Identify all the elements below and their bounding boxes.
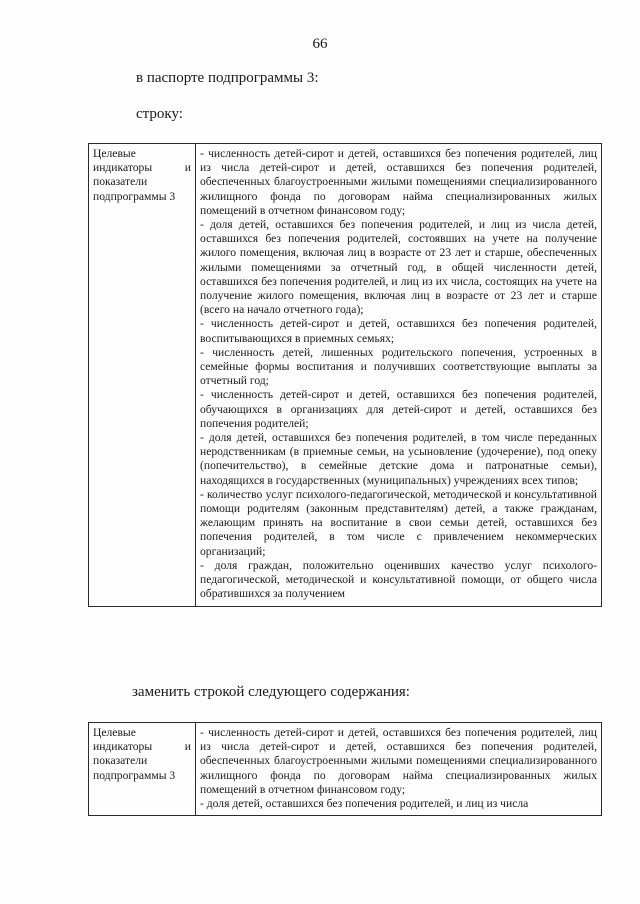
table-row: [89, 723, 602, 816]
table-current-row: [88, 143, 602, 607]
indicator-item: - численность детей-сирот и детей, оставшихся без попечения родителей, обучающихся в организациях для детей-сирот и детей, оставшихся без попечения родителей;: [200, 388, 597, 430]
label-line: Целевые: [93, 147, 136, 160]
indicator-item: - доля детей, оставшихся без попечения родителей, и лиц из числа: [200, 797, 529, 811]
indicator-item: - численность детей-сирот и детей, оставшихся без попечения родителей, лиц из числа детей-сирот и детей, оставшихся без попечения родителей, обеспеченных благоустроенными жилыми помещениями специализированного жилищного фонда по договорам найма специализированных жилых помещений в отчетном финансовом году;: [200, 726, 597, 796]
label-line: подпрограммы 3: [93, 189, 176, 203]
label-line: показатели: [93, 754, 148, 768]
indicator-item: - доля детей, оставшихся без попечения родителей, и лиц из числа детей, оставшихся без попечения родителей, состоявших на учете на получение жилого помещения, включая лиц в возрасте от 23 лет и старше, обеспеченных жилыми помещениями за отчетный год, в общей численности детей, оставшихся без попечения родителей, и лиц из их числа, состоящих на учете на получение жилого помещения, включая лиц в возрасте от 23 лет и старше (всего на начало отчетного года);: [200, 218, 597, 317]
label-line: и: [184, 740, 191, 754]
indicators-cell: [196, 723, 602, 816]
indicator-item: - доля граждан, положительно оценивших качество услуг психолого-педагогической, методической и консультативной помощи, от общего числа обратившихся за получением: [200, 558, 597, 601]
replace-line: заменить строкой следующего содержания:: [132, 684, 410, 700]
indicators-cell: [196, 144, 602, 607]
label-line: и: [184, 161, 191, 175]
intro-line-row: строку:: [136, 106, 183, 122]
label-line: подпрограммы 3: [93, 768, 176, 782]
indicator-item: - численность детей-сирот и детей, оставшихся без попечения родителей, воспитывающихся в приемных семьях;: [200, 317, 597, 345]
label-line: Целевые: [93, 726, 136, 739]
indicator-item: - численность детей, лишенных родительского попечения, устроенных в семейные формы воспитания и получивших соответствующие выплаты за отчетный год;: [200, 345, 597, 388]
label-line: показатели: [93, 175, 148, 189]
label-cell: [89, 723, 196, 816]
label-line: индикаторы: [93, 161, 153, 175]
indicator-item: - численность детей-сирот и детей, оставшихся без попечения родителей, лиц из числа детей-сирот и детей, оставшихся без попечения родителей, обеспеченных благоустроенными жилыми помещениями специализированного жилищного фонда по договорам найма специализированных жилых помещений в отчетном финансовом году;: [200, 147, 597, 217]
table-new-row: [88, 722, 602, 816]
page-number: 66: [312, 36, 328, 52]
indicator-item: - количество услуг психолого-педагогической, методической и консультативной помощи родителям (законным представителям) детей, а также гражданам, желающим принять на воспитание в свои семьи детей, оставшихся без попечения родителей, в том числе с привлечением некоммерческих организаций;: [200, 487, 597, 558]
intro-line-passport: в паспорте подпрограммы 3:: [136, 70, 319, 86]
label-line: индикаторы: [93, 740, 153, 754]
label-cell: [89, 144, 196, 607]
indicator-item: - доля детей, оставшихся без попечения родителей, в том числе переданных неродственникам (в приемные семьи, на усыновление (удочерение), под опеку (попечительство), в семейные детские дома и патронатные семьи), находящихся в государственных (муниципальных) учреждениях всех типов;: [200, 431, 597, 487]
table-row: [89, 144, 602, 607]
